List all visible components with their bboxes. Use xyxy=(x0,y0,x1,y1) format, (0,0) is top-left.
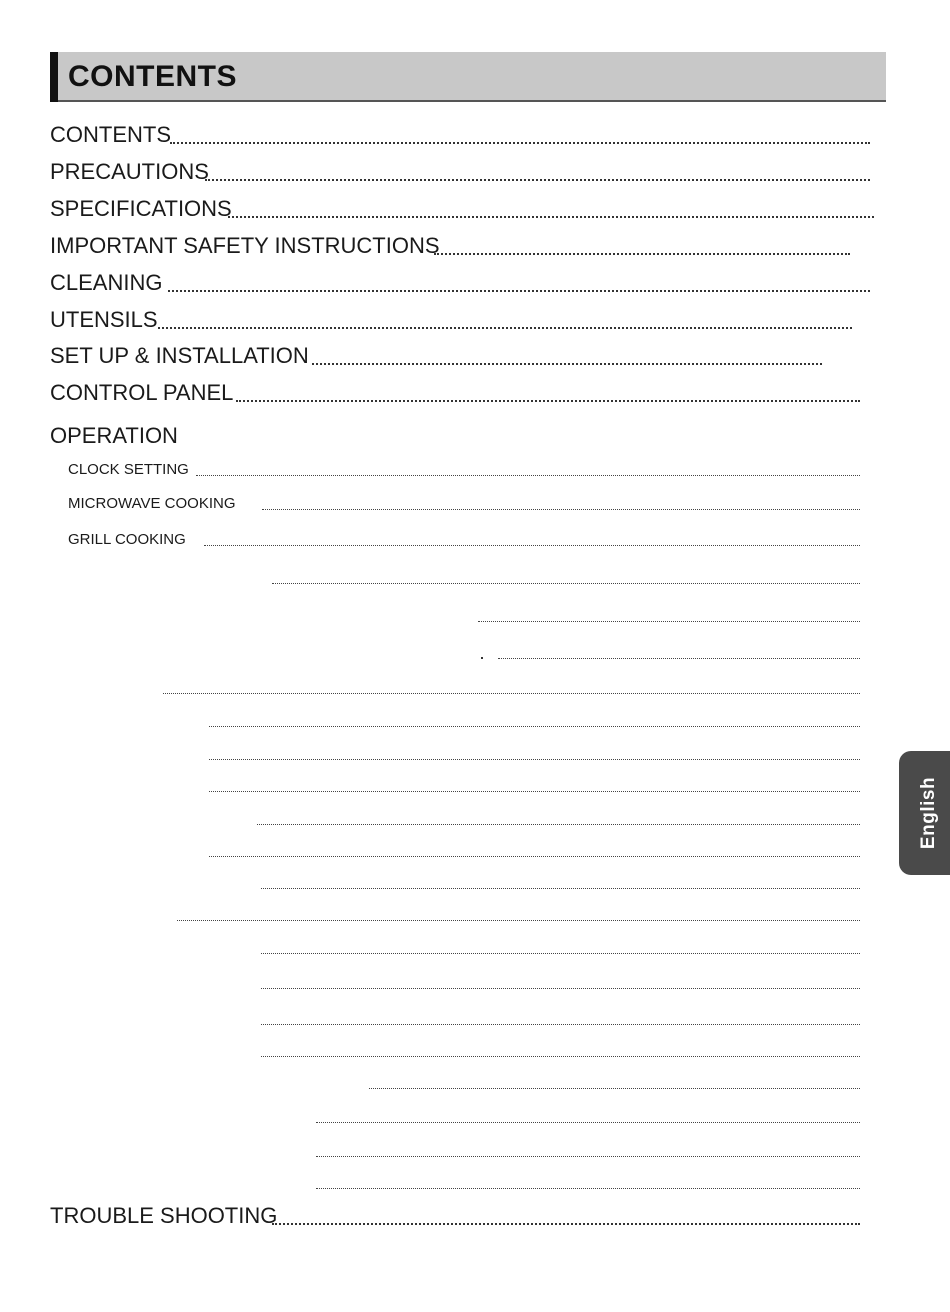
toc-entry-utensils[interactable] xyxy=(50,307,852,337)
toc-subentry-blank xyxy=(369,1070,860,1100)
toc-subentry-blank xyxy=(261,1038,860,1068)
dot-leader xyxy=(168,290,870,292)
toc-subentry-blank xyxy=(209,838,860,868)
toc-label: PRECAUTIONS xyxy=(50,159,209,184)
toc-subentry-blank xyxy=(316,1104,860,1134)
dot-leader xyxy=(272,583,860,584)
dot-leader xyxy=(369,1088,860,1089)
toc-subentry-blank xyxy=(316,1138,860,1168)
toc-entry-contents[interactable] xyxy=(50,122,870,152)
dot-leader xyxy=(158,327,852,329)
toc-entry-safety-instructions[interactable] xyxy=(50,233,850,263)
dot-leader xyxy=(228,216,874,218)
toc-label: SET UP & INSTALLATION xyxy=(50,343,309,368)
toc-subentry-blank xyxy=(316,1170,860,1200)
dot-leader xyxy=(316,1156,860,1157)
dot-leader xyxy=(209,856,860,857)
toc-label: TROUBLE SHOOTING xyxy=(50,1203,278,1228)
language-tab-label: English xyxy=(918,776,939,850)
toc-heading-operation[interactable] xyxy=(50,423,450,453)
toc-entry-control-panel[interactable] xyxy=(50,380,860,410)
dot-leader xyxy=(236,400,860,402)
toc-label: OPERATION xyxy=(50,423,178,448)
toc-entry-setup-installation[interactable] xyxy=(50,343,822,373)
toc-subentry-blank xyxy=(478,603,860,633)
dot-leader xyxy=(257,824,860,825)
dot-leader xyxy=(261,988,860,989)
dot-leader xyxy=(262,509,860,510)
dot-leader xyxy=(163,693,860,694)
toc-subentry-blank xyxy=(261,870,860,900)
language-tab[interactable] xyxy=(899,751,950,875)
toc-subentry-blank xyxy=(272,565,860,595)
toc-subentry-blank xyxy=(257,806,860,836)
dot-leader xyxy=(316,1188,860,1189)
stray-dot xyxy=(481,657,483,659)
toc-subentry-blank xyxy=(209,708,860,738)
dot-leader xyxy=(316,1122,860,1123)
dot-leader xyxy=(272,1223,860,1225)
toc-label: CLEANING xyxy=(50,270,163,295)
toc-label: SPECIFICATIONS xyxy=(50,196,232,221)
toc-subentry-blank xyxy=(177,902,860,932)
dot-leader xyxy=(204,545,860,546)
toc-subentry-clock-setting[interactable] xyxy=(68,457,860,487)
page-title: CONTENTS xyxy=(68,60,237,93)
toc-label: CLOCK SETTING xyxy=(68,461,189,478)
dot-leader xyxy=(478,621,860,622)
title-accent-bar xyxy=(50,52,58,102)
dot-leader xyxy=(261,1024,860,1025)
toc-subentry-blank xyxy=(209,773,860,803)
dot-leader xyxy=(205,179,870,181)
dot-leader xyxy=(209,791,860,792)
dot-leader xyxy=(261,888,860,889)
toc-label: MICROWAVE COOKING xyxy=(68,495,236,512)
dot-leader xyxy=(177,920,860,921)
dot-leader xyxy=(312,363,822,365)
dot-leader xyxy=(170,142,870,144)
dot-leader xyxy=(209,759,860,760)
dot-leader xyxy=(498,658,860,659)
dot-leader xyxy=(209,726,860,727)
toc-entry-specifications[interactable] xyxy=(50,196,874,226)
toc-label: UTENSILS xyxy=(50,307,158,332)
toc-subentry-blank xyxy=(261,935,860,965)
dot-leader xyxy=(196,475,860,476)
toc-subentry-blank xyxy=(163,675,860,705)
toc-label: GRILL COOKING xyxy=(68,531,186,548)
toc-subentry-blank xyxy=(261,1006,860,1036)
toc-subentry-blank xyxy=(209,741,860,771)
toc-label: CONTENTS xyxy=(50,122,171,147)
toc-subentry-grill-cooking[interactable] xyxy=(68,527,860,557)
dot-leader xyxy=(261,1056,860,1057)
toc-entry-precautions[interactable] xyxy=(50,159,870,189)
toc-entry-cleaning[interactable] xyxy=(50,270,870,300)
contents-title-bar xyxy=(50,52,886,102)
toc-label: IMPORTANT SAFETY INSTRUCTIONS xyxy=(50,233,440,258)
dot-leader xyxy=(261,953,860,954)
toc-subentry-microwave-cooking[interactable] xyxy=(68,491,860,521)
toc-entry-trouble-shooting[interactable] xyxy=(50,1203,860,1233)
toc-subentry-blank xyxy=(261,970,860,1000)
toc-subentry-blank xyxy=(498,640,860,670)
toc-label: CONTROL PANEL xyxy=(50,380,234,405)
dot-leader xyxy=(434,253,850,255)
